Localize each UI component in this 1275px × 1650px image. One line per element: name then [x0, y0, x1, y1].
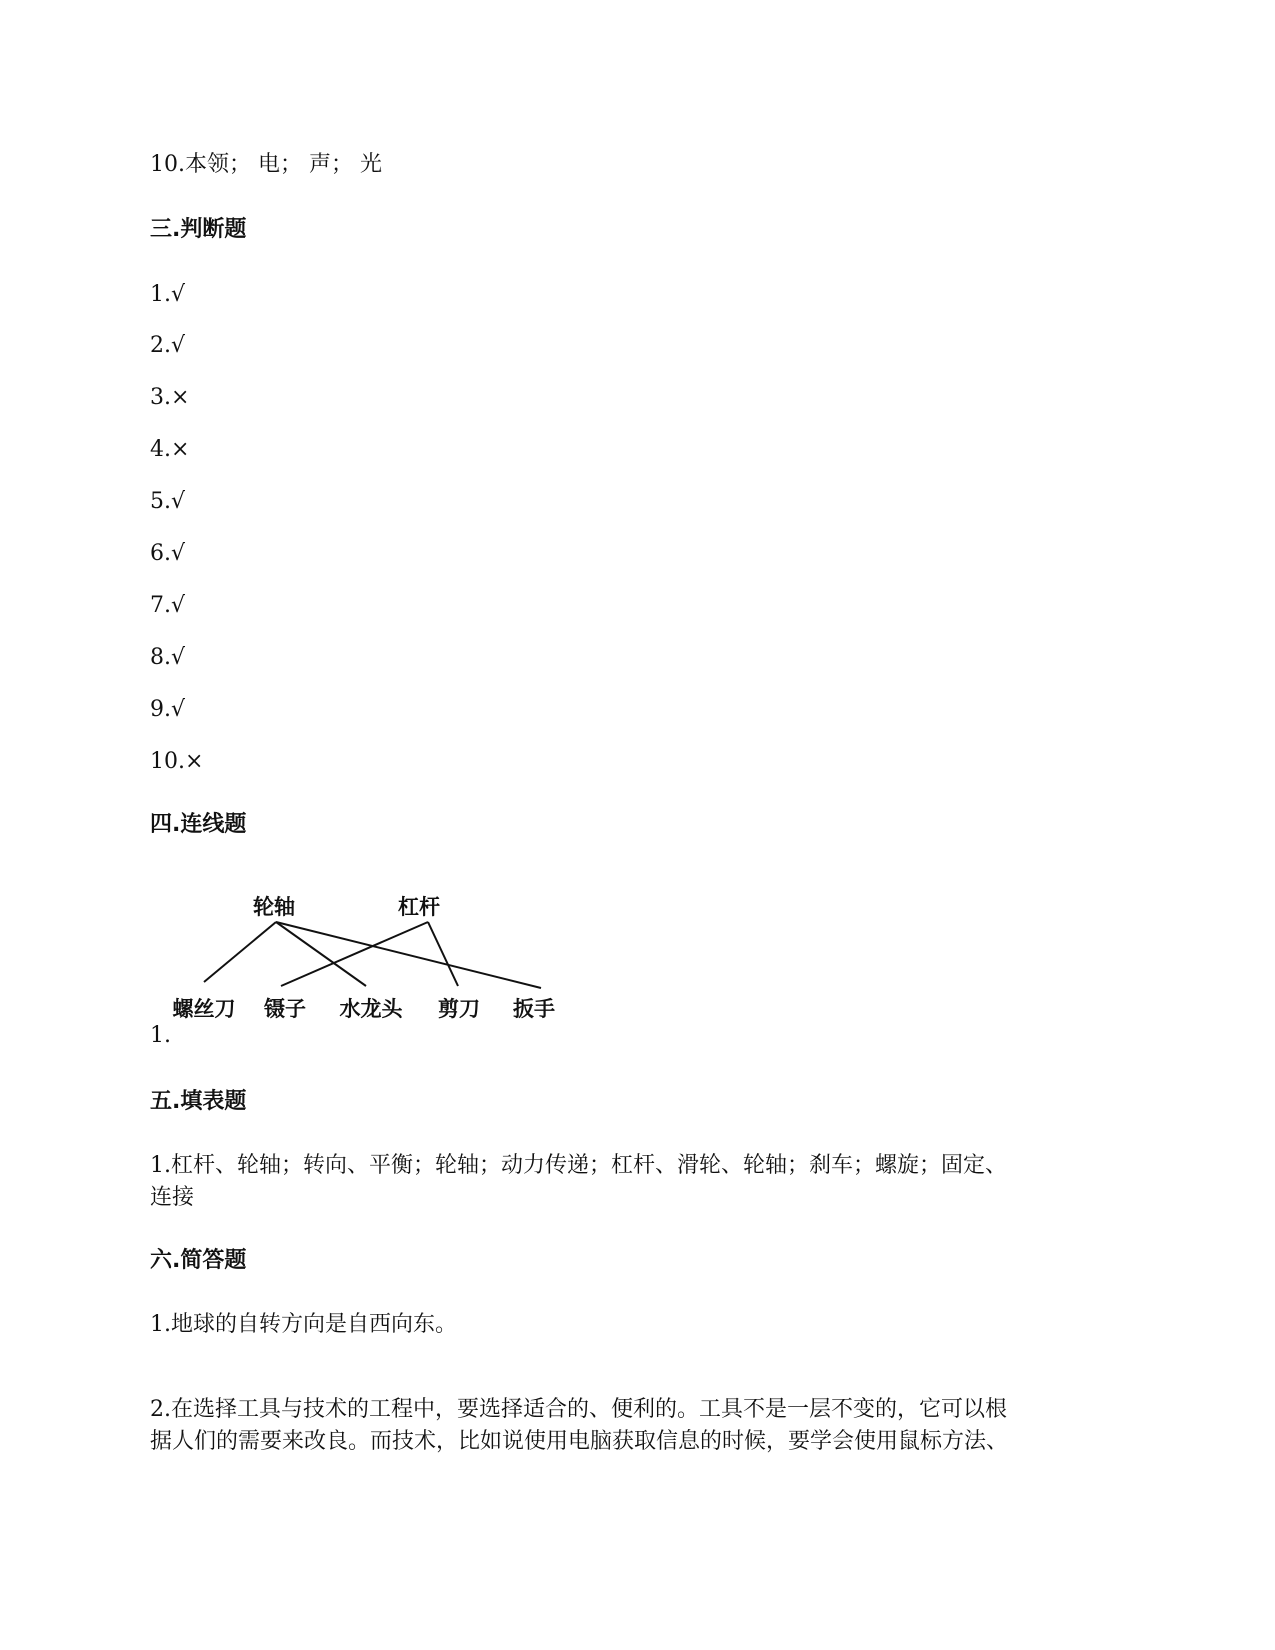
judge-answer-8: 8.√	[150, 645, 186, 670]
matching-item-label: 1.	[150, 1023, 171, 1048]
line-wheel-axle-screwdriver	[204, 922, 276, 982]
matching-diagram	[170, 886, 590, 1036]
bottom-label-screwdriver: 螺丝刀	[172, 997, 236, 1021]
judge-answer-6: 6.√	[150, 541, 186, 566]
judge-answer-5: 5.√	[150, 489, 186, 514]
short-answer-2-line-1: 2.在选择工具与技术的工程中，要选择适合的、便利的。工具不是一层不变的，它可以根	[150, 1397, 1007, 1422]
section-3-title: 三.判断题	[150, 217, 247, 242]
fill-blank-answer-10: 10.本领； 电； 声； 光	[150, 152, 382, 177]
line-lever-scissors	[428, 922, 458, 986]
judge-answer-3: 3.×	[150, 385, 190, 410]
section-4-title: 四.连线题	[150, 812, 247, 837]
judge-answer-7: 7.√	[150, 593, 186, 618]
bottom-label-tweezers: 镊子	[264, 997, 306, 1021]
top-label-lever: 杠杆	[398, 895, 440, 919]
section-6-title: 六.简答题	[150, 1248, 247, 1273]
table-fill-answer-line-2: 连接	[150, 1185, 195, 1210]
section-5-title: 五.填表题	[150, 1089, 247, 1114]
table-fill-answer	[150, 1150, 1125, 1214]
judge-answer-10: 10.×	[150, 749, 204, 774]
bottom-label-faucet: 水龙头	[339, 997, 403, 1021]
judge-answer-2: 2.√	[150, 333, 186, 358]
short-answer-2	[150, 1394, 1125, 1458]
short-answer-2-line-2: 据人们的需要来改良。而技术，比如说使用电脑获取信息的时候，要学会使用鼠标方法、	[150, 1429, 1009, 1454]
bottom-label-scissors: 剪刀	[438, 997, 480, 1021]
top-label-wheel-axle: 轮轴	[253, 895, 295, 919]
table-fill-answer-line-1: 1.杠杆、轮轴；转向、平衡；轮轴；动力传递；杠杆、滑轮、轮轴；刹车；螺旋；固定、	[150, 1153, 1007, 1178]
judge-answer-4: 4.×	[150, 437, 190, 462]
judge-answer-9: 9.√	[150, 697, 186, 722]
line-wheel-axle-wrench	[276, 922, 541, 988]
bottom-label-wrench: 扳手	[513, 997, 555, 1021]
judge-answer-1: 1.√	[150, 282, 186, 307]
short-answer-1: 1.地球的自转方向是自西向东。	[150, 1312, 457, 1337]
